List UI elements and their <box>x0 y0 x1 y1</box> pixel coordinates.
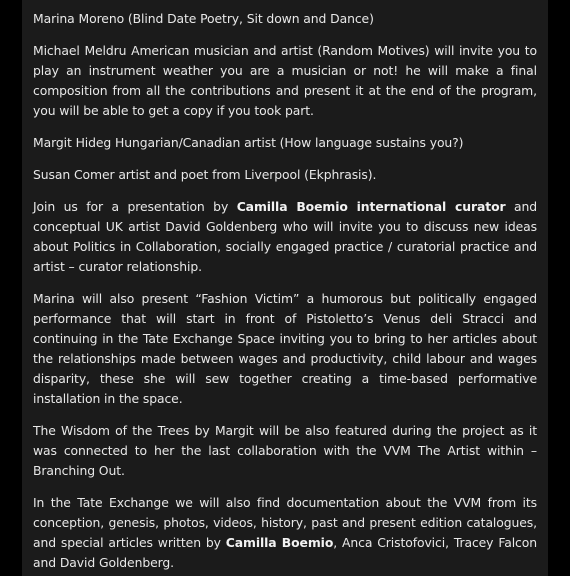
paragraph-fashion-victim: Marina will also present “Fashion Victim” a humorous but politically engaged performance that will start in front of Pistoletto’s Venus deli Stracci and continuing in the Tate Exchange Space inviting you to bring to her articles about the relationships made between wages and productivity, child labour and wages disparity, these she will sew together creating a time-based performative installation in the space. <box>33 291 537 406</box>
article-body <box>22 0 548 576</box>
documentation-text-end: , Anca Cristofovici, Tracey Falcon and David Goldenberg. <box>33 535 537 570</box>
documentation-text-start: In the Tate Exchange we will also find documentation about the VVM from its conception, genesis, photos, videos, history, past and present edition catalogues, and special articles written by <box>33 495 537 550</box>
presentation-text-end: and conceptual UK artist David Goldenberg who will invite you to discuss new ideas about Politics in Collaboration, socially engaged practice / curatorial practice and artist – curator relationship. <box>33 199 538 274</box>
curator-name-bold: Camilla Boemio international curator <box>236 199 506 214</box>
paragraph-documentation <box>33 493 537 573</box>
paragraph-michael-meldru: Michael Meldru American musician and artist (Random Motives) will invite you to play an instrument weather you are a musician or not! he will make a final composition from all the contributions and present it at the end of the program, you will be able to get a copy if you took part. <box>33 43 537 118</box>
paragraph-susan-comer: Susan Comer artist and poet from Liverpool (Ekphrasis). <box>33 167 377 182</box>
paragraph-wisdom-of-trees: The Wisdom of the Trees by Margit will be also featured during the project as it was connected to her the last collaboration with the VVM The Artist within – Branching Out. <box>33 423 537 478</box>
presentation-text-start: Join us for a presentation by <box>33 199 237 214</box>
paragraph-marina-moreno: Marina Moreno (Blind Date Poetry, Sit down and Dance) <box>33 11 374 26</box>
paragraph-presentation <box>33 197 537 277</box>
author-name-bold: Camilla Boemio <box>225 535 334 550</box>
paragraph-margit-hideg: Margit Hideg Hungarian/Canadian artist (How language sustains you?) <box>33 135 464 150</box>
